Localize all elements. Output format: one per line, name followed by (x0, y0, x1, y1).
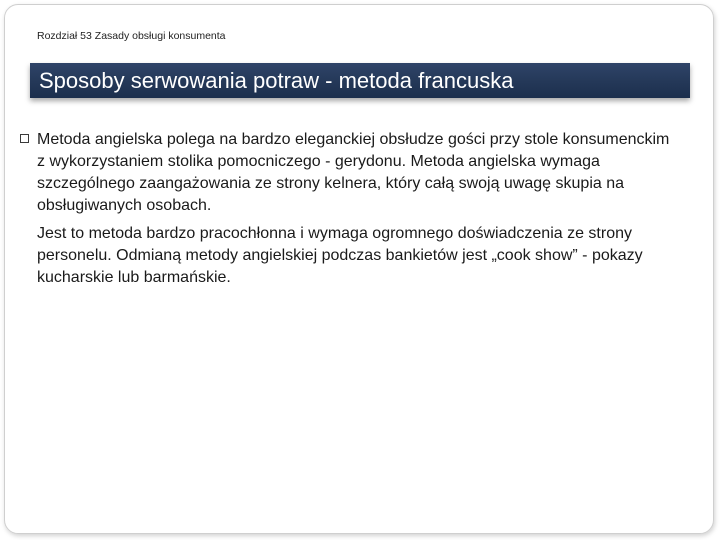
slide-content (20, 129, 680, 289)
paragraph-2 (20, 223, 680, 289)
paragraph-1-text: Metoda angielska polega na bardzo eleganckiej obsłudze gości przy stole konsumenckim z wykorzystaniem stolika pomocniczego - gerydonu. Metoda angielska wymaga szczególnego zaangażowania ze strony kelnera, który całą swoją uwagę skupia na obsługiwanych osobach. (37, 131, 670, 214)
paragraph-1 (20, 129, 680, 217)
paragraph-2-text: Jest to metoda bardzo pracochłonna i wymaga ogromnego doświadczenia ze strony personelu. Odmianą metody angielskiej podczas bankietów jest „cook show” - pokazy kucharskie lub barmańskie. (37, 225, 643, 286)
square-bullet-icon (20, 134, 29, 143)
chapter-label: Rozdział 53 Zasady obsługi konsumenta (37, 30, 226, 42)
title-bar (30, 63, 690, 98)
slide-title: Sposoby serwowania potraw - metoda francuska (39, 68, 514, 93)
